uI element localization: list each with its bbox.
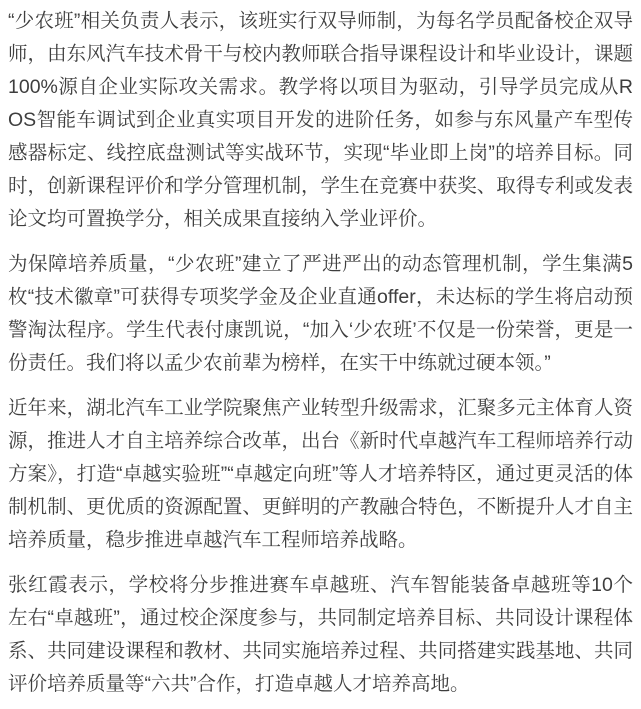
- article-paragraph-3: 近年来，湖北汽车工业学院聚焦产业转型升级需求，汇聚多元主体育人资源，推进人才自主培养综合改革，出台《新时代卓越汽车工程师培养行动方案》，打造“卓越实验班”“卓越定向班”等人才培养特区，通过更灵活的体制机制、更优质的资源配置、更鲜明的产教融合特色，不断提升人才自主培养质量，稳步推进卓越汽车工程师培养战略。: [8, 397, 633, 551]
- article-paragraph-2: 为保障培养质量，“少农班”建立了严进严出的动态管理机制，学生集满5枚“技术徽章”可获得专项奖学金及企业直通offer，未达标的学生将启动预警淘汰程序。学生代表付康凯说，“加入‘少农班’不仅是一份荣誉，更是一份责任。我们将以孟少农前辈为榜样，在实干中练就过硬本领。”: [8, 253, 633, 374]
- article-paragraph-1: “少农班”相关负责人表示，该班实行双导师制，为每名学员配备校企双导师，由东风汽车技术骨干与校内教师联合指导课程设计和毕业设计，课题100%源自企业实际攻关需求。教学将以项目为驱动，引导学员完成从ROS智能车调试到企业真实项目开发的进阶任务，如参与东风量产车型传感器标定、线控底盘测试等实战环节，实现“毕业即上岗”的培养目标。同时，创新课程评价和学分管理机制，学生在竞赛中获奖、取得专利或发表论文均可置换学分，相关成果直接纳入学业评价。: [8, 10, 633, 230]
- article-paragraph-4: 张红霞表示，学校将分步推进赛车卓越班、汽车智能装备卓越班等10个左右“卓越班”，通过校企深度参与，共同制定培养目标、共同设计课程体系、共同建设课程和教材、共同实施培养过程、共同搭建实践基地、共同评价培养质量等“六共”合作，打造卓越人才培养高地。: [8, 574, 633, 695]
